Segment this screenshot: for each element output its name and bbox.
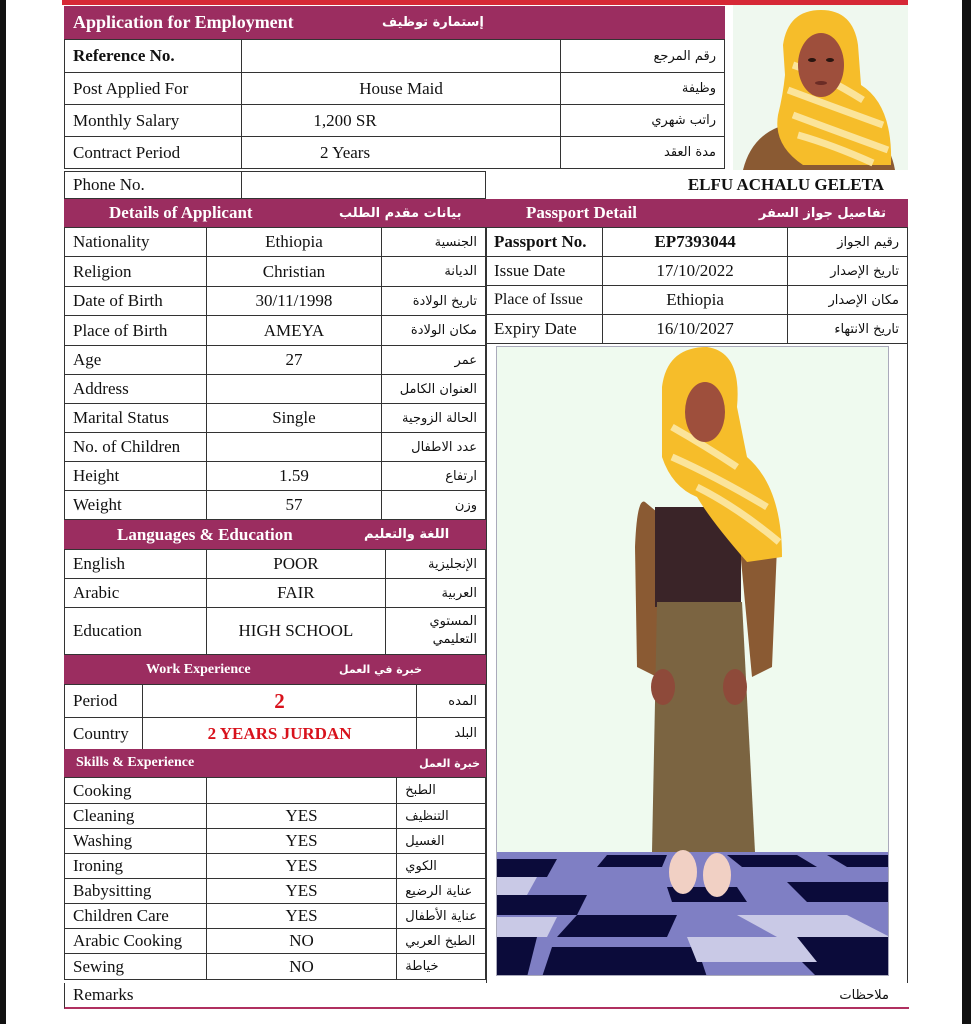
- left-frame-edge: [0, 0, 6, 1024]
- ironing-label-ar: الكوي: [397, 854, 486, 879]
- arabic-cooking-value: NO: [206, 929, 396, 954]
- weight-value: 57: [206, 491, 381, 520]
- table-row: [65, 228, 486, 257]
- passport-header: [486, 199, 908, 227]
- full-body-image-icon: [497, 347, 889, 976]
- portrait-image-icon: [733, 5, 908, 170]
- age-label-ar: عمر: [382, 346, 486, 375]
- children-care-label-ar: عناية الأطفال: [397, 904, 486, 929]
- religion-label: Religion: [65, 257, 207, 287]
- issue-date-value: 17/10/2022: [602, 257, 787, 286]
- period-label-ar: المده: [417, 685, 486, 718]
- washing-label-ar: الغسيل: [397, 829, 486, 854]
- children-care-value: YES: [206, 904, 396, 929]
- children-care-label: Children Care: [65, 904, 207, 929]
- phone-table: [64, 171, 910, 199]
- table-row: [65, 375, 486, 404]
- reference-value: [241, 40, 560, 73]
- languages-title-en: Languages & Education: [117, 524, 293, 544]
- cleaning-value: YES: [206, 804, 396, 829]
- form-title-ar: إستمارة توظيف: [382, 15, 484, 30]
- salary-value: 1,200 SR: [241, 105, 560, 137]
- age-value: 27: [206, 346, 381, 375]
- right-frame-edge: [962, 0, 971, 1024]
- dob-label: Date of Birth: [65, 287, 207, 316]
- work-experience-header: [64, 655, 486, 684]
- issue-date-label: Issue Date: [487, 257, 603, 286]
- table-row: [65, 316, 486, 346]
- english-label-ar: الإنجليزية: [386, 550, 486, 579]
- reference-label-ar: رقم المرجع: [561, 40, 725, 73]
- table-row: [65, 954, 486, 980]
- height-label: Height: [65, 462, 207, 491]
- address-value: [206, 375, 381, 404]
- salary-label-ar: راتب شهري: [561, 105, 725, 137]
- table-row: [65, 105, 725, 137]
- expiry-date-label: Expiry Date: [487, 315, 603, 344]
- table-row: [65, 718, 486, 750]
- country-value: 2 YEARS JURDAN: [142, 718, 416, 750]
- cooking-label: Cooking: [65, 778, 207, 804]
- table-row: [65, 829, 486, 854]
- table-row: [487, 257, 908, 286]
- religion-label-ar: الديانة: [382, 257, 486, 287]
- passport-table: [486, 227, 908, 344]
- babysitting-value: YES: [206, 879, 396, 904]
- applicant-details-header: [64, 199, 486, 227]
- ironing-value: YES: [206, 854, 396, 879]
- table-row: [65, 346, 486, 375]
- expiry-date-value: 16/10/2027: [602, 315, 787, 344]
- table-row: [65, 137, 725, 169]
- height-label-ar: ارتفاع: [382, 462, 486, 491]
- babysitting-label: Babysitting: [65, 879, 207, 904]
- english-value: POOR: [206, 550, 386, 579]
- contract-value: 2 Years: [241, 137, 560, 169]
- children-label-ar: عدد الاطفال: [382, 433, 486, 462]
- skills-title-en: Skills & Experience: [76, 755, 195, 770]
- table-row: [65, 929, 486, 954]
- education-label-ar: المستوي التعليمي: [386, 608, 486, 655]
- english-label: English: [65, 550, 207, 579]
- babysitting-label-ar: عناية الرضيع: [397, 879, 486, 904]
- expiry-date-label-ar: تاريخ الانتهاء: [788, 315, 908, 344]
- cooking-label-ar: الطبخ: [397, 778, 486, 804]
- applicant-name: ELFU ACHALU GELETA: [485, 172, 910, 199]
- table-row: [65, 579, 486, 608]
- weight-label: Weight: [65, 491, 207, 520]
- phone-label: Phone No.: [65, 172, 242, 199]
- cooking-value: [206, 778, 396, 804]
- portrait-photo: [733, 5, 908, 170]
- remarks-label-ar: ملاحظات: [839, 987, 889, 1003]
- education-value: HIGH SCHOOL: [206, 608, 386, 655]
- applicant-details-title-en: Details of Applicant: [109, 203, 253, 222]
- marital-status-label-ar: الحالة الزوجية: [382, 404, 486, 433]
- age-label: Age: [65, 346, 207, 375]
- arabic-value: FAIR: [206, 579, 386, 608]
- place-of-issue-label-ar: مكان الإصدار: [788, 286, 908, 315]
- contract-label: Contract Period: [65, 137, 242, 169]
- table-row: [65, 904, 486, 929]
- pob-label-ar: مكان الولادة: [382, 316, 486, 346]
- applicant-details-title-ar: بيانات مقدم الطلب: [339, 205, 462, 221]
- contract-label-ar: مدة العقد: [561, 137, 725, 169]
- table-row: [65, 778, 486, 804]
- period-value: 2: [142, 685, 416, 718]
- phone-value: [241, 172, 485, 199]
- reference-label: Reference No.: [65, 40, 242, 73]
- work-experience-table: [64, 684, 486, 750]
- washing-label: Washing: [65, 829, 207, 854]
- remarks-row: [64, 983, 909, 1009]
- education-label: Education: [65, 608, 207, 655]
- form-title-header: [64, 6, 725, 39]
- full-body-photo: [496, 346, 889, 976]
- children-label: No. of Children: [65, 433, 207, 462]
- children-value: [206, 433, 381, 462]
- dob-value: 30/11/1998: [206, 287, 381, 316]
- ironing-label: Ironing: [65, 854, 207, 879]
- languages-header: [64, 520, 486, 549]
- place-of-issue-label: Place of Issue: [487, 286, 603, 315]
- religion-value: Christian: [206, 257, 381, 287]
- table-row: [65, 462, 486, 491]
- post-label: Post Applied For: [65, 73, 242, 105]
- nationality-label-ar: الجنسية: [382, 228, 486, 257]
- table-row: [65, 804, 486, 829]
- table-row: [65, 433, 486, 462]
- passport-title-en: Passport Detail: [526, 203, 637, 222]
- table-row: [65, 854, 486, 879]
- sewing-label-ar: خياطة: [397, 954, 486, 980]
- remarks-label: Remarks: [73, 985, 134, 1004]
- weight-label-ar: وزن: [382, 491, 486, 520]
- work-experience-title-en: Work Experience: [146, 661, 251, 677]
- place-of-issue-value: Ethiopia: [602, 286, 787, 315]
- table-row: [65, 879, 486, 904]
- table-row: [65, 404, 486, 433]
- pob-label: Place of Birth: [65, 316, 207, 346]
- passport-no-value: EP7393044: [602, 228, 787, 257]
- table-row: [487, 286, 908, 315]
- table-row: [487, 228, 908, 257]
- table-row: [65, 685, 486, 718]
- post-label-ar: وظيفة: [561, 73, 725, 105]
- arabic-label: Arabic: [65, 579, 207, 608]
- skills-title-ar: خبرة العمل: [419, 756, 480, 770]
- sewing-value: NO: [206, 954, 396, 980]
- dob-label-ar: تاريخ الولادة: [382, 287, 486, 316]
- washing-value: YES: [206, 829, 396, 854]
- table-row: [65, 287, 486, 316]
- address-label: Address: [65, 375, 207, 404]
- skills-table: [64, 777, 486, 980]
- form-title-en: Application for Employment: [73, 12, 294, 32]
- country-label: Country: [65, 718, 143, 750]
- marital-status-label: Marital Status: [65, 404, 207, 433]
- table-row: [65, 172, 911, 199]
- arabic-label-ar: العربية: [386, 579, 486, 608]
- arabic-cooking-label-ar: الطبخ العربي: [397, 929, 486, 954]
- table-row: [65, 550, 486, 579]
- issue-date-label-ar: تاريخ الإصدار: [788, 257, 908, 286]
- applicant-details-table: [64, 227, 486, 520]
- marital-status-value: Single: [206, 404, 381, 433]
- arabic-cooking-label: Arabic Cooking: [65, 929, 207, 954]
- country-label-ar: البلد: [417, 718, 486, 750]
- post-value: House Maid: [241, 73, 560, 105]
- salary-label: Monthly Salary: [65, 105, 242, 137]
- table-row: [65, 608, 486, 655]
- address-label-ar: العنوان الكامل: [382, 375, 486, 404]
- period-label: Period: [65, 685, 143, 718]
- nationality-value: Ethiopia: [206, 228, 381, 257]
- passport-no-label-ar: رقيم الجواز: [788, 228, 908, 257]
- languages-title-ar: اللغة والتعليم: [364, 527, 450, 542]
- table-row: [65, 491, 486, 520]
- passport-title-ar: تفاصيل جواز السفر: [758, 205, 886, 221]
- languages-table: [64, 549, 486, 655]
- pob-value: AMEYA: [206, 316, 381, 346]
- passport-no-label: Passport No.: [487, 228, 603, 257]
- table-row: [487, 315, 908, 344]
- sewing-label: Sewing: [65, 954, 207, 980]
- skills-header: [64, 749, 486, 777]
- table-row: [65, 73, 725, 105]
- work-experience-title-ar: خبرة في العمل: [339, 663, 423, 676]
- table-row: [65, 40, 725, 73]
- height-value: 1.59: [206, 462, 381, 491]
- nationality-label: Nationality: [65, 228, 207, 257]
- table-row: [65, 257, 486, 287]
- top-info-table: [64, 39, 725, 169]
- cleaning-label-ar: التنظيف: [397, 804, 486, 829]
- cleaning-label: Cleaning: [65, 804, 207, 829]
